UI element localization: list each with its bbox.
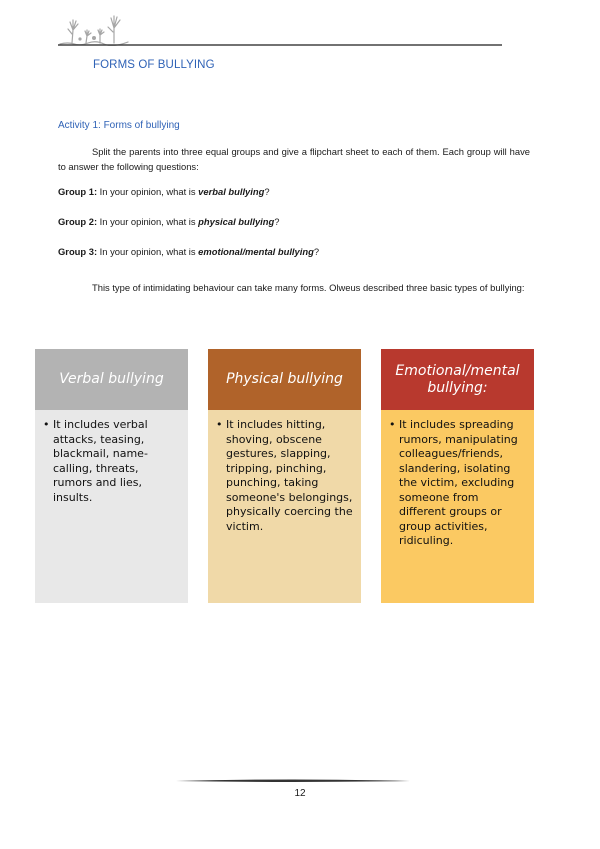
card-text: It includes verbal attacks, teasing, blackmail, name-calling, threats, rumors and lies, insults.: [53, 418, 148, 504]
header-divider: [58, 44, 502, 46]
activity-title: Activity 1: Forms of bullying: [58, 120, 180, 131]
group-term: verbal bullying: [198, 186, 265, 197]
intro-paragraph: Split the parents into three equal groups and give a flipchart sheet to each of them. Each group will have to answer the following questions:: [58, 146, 530, 172]
bullet-icon: •: [389, 418, 396, 431]
group-1-question: Group 1: In your opinion, what is verbal bullying?: [58, 186, 270, 197]
group-term: emotional/mental bullying: [198, 246, 314, 257]
card-header: Verbal bullying: [35, 349, 188, 410]
card-physical-bullying: [208, 349, 361, 603]
page-number: 12: [294, 788, 306, 799]
group-label: Group 1:: [58, 186, 98, 197]
group-3-question: Group 3: In your opinion, what is emotional/mental bullying?: [58, 246, 320, 257]
closing-paragraph: This type of intimidating behaviour can take many forms. Olweus described three basic types of bullying:: [92, 282, 525, 293]
card-body: [208, 410, 361, 603]
card-header: Emotional/mental bullying:: [381, 349, 534, 410]
group-label: Group 2:: [58, 216, 98, 227]
card-text: It includes spreading rumors, manipulating colleagues/friends, slandering, isolating the victim, excluding someone from different groups or group activities, ridiculing.: [399, 418, 518, 547]
group-2-question: Group 2: In your opinion, what is physical bullying?: [58, 216, 280, 227]
card-body: [35, 410, 188, 603]
card-header: Physical bullying: [208, 349, 361, 410]
footer-divider: [176, 778, 410, 784]
group-term: physical bullying: [198, 216, 275, 227]
bullet-icon: •: [216, 418, 223, 431]
card-text: It includes hitting, shoving, obscene gestures, slapping, tripping, pinching, punching, taking someone's belongings, physically coercing the victim.: [226, 418, 353, 533]
raised-hands-logo: [58, 12, 130, 46]
group-label: Group 3:: [58, 246, 98, 257]
bullet-icon: •: [43, 418, 50, 431]
card-body: [381, 410, 534, 603]
card-verbal-bullying: [35, 349, 188, 603]
card-emotional-bullying: [381, 349, 534, 603]
section-title: FORMS OF BULLYING: [93, 59, 215, 71]
